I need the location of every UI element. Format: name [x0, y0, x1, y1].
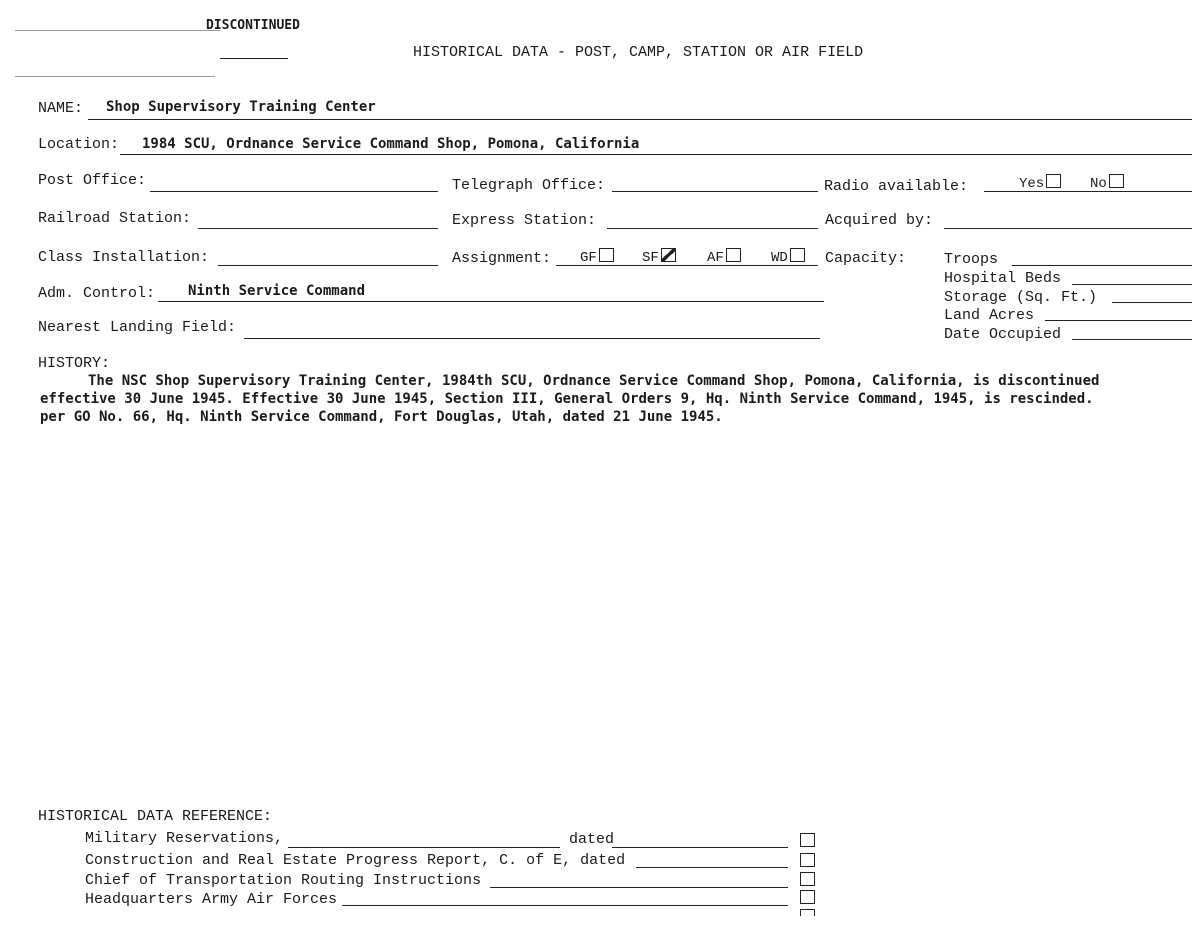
- assignment-af[interactable]: [707, 248, 741, 266]
- post-office-line[interactable]: [150, 191, 438, 192]
- assignment-wd-label: WD: [771, 250, 788, 266]
- reference-military-date-line[interactable]: [612, 847, 788, 848]
- radio-label: Radio available:: [824, 178, 969, 195]
- location-value[interactable]: 1984 SCU, Ordnance Service Command Shop, Pomona, California: [142, 136, 640, 152]
- assignment-af-checkbox[interactable]: [726, 248, 741, 262]
- capacity-date-line[interactable]: [1072, 339, 1192, 340]
- adm-line: [158, 301, 824, 302]
- stamp-rule-2: [15, 76, 215, 77]
- assignment-sf-label: SF: [642, 250, 659, 266]
- reference-air-forces-checkbox[interactable]: [800, 890, 815, 904]
- telegraph-line[interactable]: [612, 191, 818, 192]
- landing-label: Nearest Landing Field:: [38, 319, 237, 336]
- radio-yes-option[interactable]: [1019, 174, 1061, 192]
- landing-line[interactable]: [244, 338, 820, 339]
- name-line: [88, 119, 1192, 120]
- assignment-gf[interactable]: [580, 248, 614, 266]
- post-office-label: Post Office:: [38, 172, 147, 189]
- reference-military: Military Reservations,: [85, 830, 284, 847]
- adm-label: Adm. Control:: [38, 285, 156, 302]
- history-line-3: per GO No. 66, Hq. Ninth Service Command, Fort Douglas, Utah, dated 21 June 1945.: [40, 409, 723, 425]
- capacity-storage-label: Storage (Sq. Ft.): [944, 289, 1098, 306]
- assignment-wd-checkbox[interactable]: [790, 248, 805, 262]
- telegraph-label: Telegraph Office:: [452, 177, 606, 194]
- reference-construction-line[interactable]: [636, 867, 788, 868]
- name-value[interactable]: Shop Supervisory Training Center: [106, 99, 376, 115]
- capacity-label: Capacity:: [825, 250, 907, 267]
- page-title: HISTORICAL DATA - POST, CAMP, STATION OR AIR FIELD: [413, 44, 864, 61]
- acquired-line[interactable]: [944, 228, 1192, 229]
- location-line: [120, 154, 1192, 155]
- stamp-underline: [220, 58, 288, 59]
- reference-transportation-line[interactable]: [490, 887, 788, 888]
- reference-transportation: Chief of Transportation Routing Instructions: [85, 872, 482, 889]
- acquired-label: Acquired by:: [825, 212, 934, 229]
- assignment-label: Assignment:: [452, 250, 552, 267]
- capacity-date-label: Date Occupied: [944, 326, 1062, 343]
- references-label: HISTORICAL DATA REFERENCE:: [38, 808, 273, 825]
- adm-value[interactable]: Ninth Service Command: [188, 283, 366, 299]
- assignment-sf[interactable]: [642, 248, 676, 266]
- radio-yes-checkbox[interactable]: [1046, 174, 1061, 188]
- capacity-troops-label: Troops: [944, 251, 999, 268]
- class-label: Class Installation:: [38, 249, 210, 266]
- radio-yes-label: Yes: [1019, 176, 1045, 192]
- radio-no-checkbox[interactable]: [1109, 174, 1124, 188]
- stamp-rule: [15, 30, 220, 31]
- radio-line: [984, 191, 1192, 192]
- capacity-acres-line[interactable]: [1045, 320, 1192, 321]
- railroad-label: Railroad Station:: [38, 210, 192, 227]
- capacity-troops-line[interactable]: [1012, 265, 1192, 266]
- reference-next-checkbox[interactable]: [800, 909, 815, 916]
- capacity-storage-line[interactable]: [1112, 302, 1192, 303]
- railroad-line[interactable]: [198, 228, 438, 229]
- express-line[interactable]: [607, 228, 818, 229]
- history-line-2: effective 30 June 1945. Effective 30 June 1945, Section III, General Orders 9, Hq. Ninth Service Command, 1945, is rescinded.: [40, 391, 1094, 407]
- reference-air-forces: Headquarters Army Air Forces: [85, 891, 338, 908]
- express-label: Express Station:: [452, 212, 597, 229]
- reference-construction-checkbox[interactable]: [800, 853, 815, 867]
- name-label: NAME:: [38, 100, 84, 117]
- capacity-hospital-label: Hospital Beds: [944, 270, 1062, 287]
- reference-air-forces-line[interactable]: [342, 905, 788, 906]
- assignment-gf-checkbox[interactable]: [599, 248, 614, 262]
- radio-no-label: No: [1090, 176, 1107, 192]
- discontinued-stamp: DISCONTINUED: [206, 18, 300, 33]
- assignment-sf-checkbox[interactable]: [661, 248, 676, 262]
- reference-military-line[interactable]: [288, 847, 560, 848]
- assignment-af-label: AF: [707, 250, 724, 266]
- reference-transportation-checkbox[interactable]: [800, 872, 815, 886]
- capacity-hospital-line[interactable]: [1072, 284, 1192, 285]
- capacity-acres-label: Land Acres: [944, 307, 1035, 324]
- radio-no-option[interactable]: [1090, 174, 1124, 192]
- history-label: HISTORY:: [38, 355, 111, 372]
- reference-military-checkbox[interactable]: [800, 833, 815, 847]
- history-line-1: The NSC Shop Supervisory Training Center, 1984th SCU, Ordnance Service Command Shop, Pomona, California, is discontinued: [88, 373, 1100, 389]
- reference-construction: Construction and Real Estate Progress Report, C. of E, dated: [85, 852, 626, 869]
- reference-military-dated: dated: [569, 831, 615, 848]
- assignment-wd[interactable]: [771, 248, 805, 266]
- class-line[interactable]: [218, 265, 438, 266]
- location-label: Location:: [38, 136, 120, 153]
- assignment-gf-label: GF: [580, 250, 597, 266]
